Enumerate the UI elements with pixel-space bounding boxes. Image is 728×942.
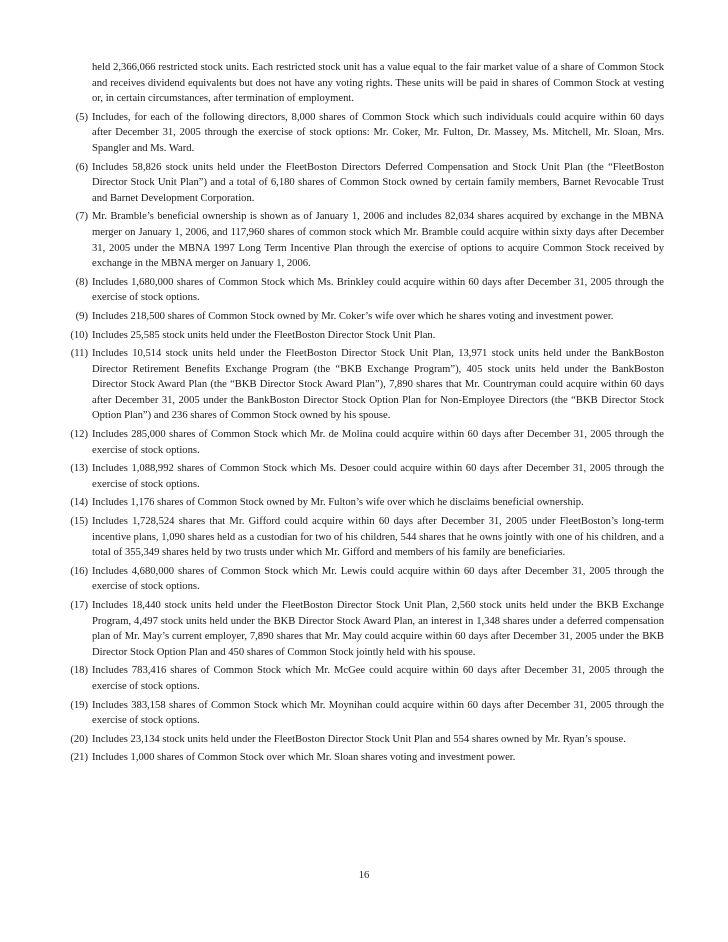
footnote-item [52,346,664,424]
footnote-item [52,514,664,561]
footnotes-page [52,60,664,769]
footnote-text: Includes 10,514 stock units held under the FleetBoston Director Stock Unit Plan, 13,971 stock units held under the BankBoston Director Retirement Benefits Exchange Program (the “BKB Exchange Program”), 405 stock units held under the BankBoston Director Stock Award Plan (the “BKB Director Stock Award Plan”), 7,890 shares that Mr. Countryman could acquire within 60 days after December 31, 2005 under the BankBoston Director Stock Option Plan for Non-Employee Directors (the “BKB Director Stock Option Plan”) and 236 shares of Common Stock owned by his spouse. [92,348,664,422]
footnote-number: (5) [75,111,88,123]
footnote-text: Includes 783,416 shares of Common Stock which Mr. McGee could acquire within 60 days after December 31, 2005 through the exercise of stock options. [92,665,664,692]
footnote-number: (20) [70,733,88,745]
footnote-number: (9) [75,310,88,322]
footnote-text: Includes 18,440 stock units held under the FleetBoston Director Stock Unit Plan, 2,560 stock units held under the BKB Exchange Program, 4,497 stock units held under the BKB Director Stock Award Plan, an interest in 1,348 shares under a deferred compensation plan of Mr. May’s current employer, 7,890 shares that Mr. May could acquire within 60 days after December 31, 2005 under the BKB Director Stock Option Plan and 450 shares of Common Stock jointly held with his spouse. [92,600,664,658]
footnote-number: (7) [75,211,88,223]
page-number: 16 [358,870,370,881]
footnote-item [52,461,664,492]
footnote-item [52,750,664,766]
footnote-item [52,160,664,207]
footnote-number: (6) [75,161,88,173]
footnote-text: Includes 1,728,524 shares that Mr. Gifford could acquire within 60 days after December 31, 2005 under FleetBoston’s long-term incentive plans, 1,090 shares held as a custodian for two of his children, 544 shares that he owns jointly with one of his children, and a total of 355,349 shares held by two trusts under which Mr. Gifford and members of his family are beneficiaries. [92,516,664,559]
footnote-number: (15) [70,516,88,528]
footnote-text: Includes 25,585 stock units held under the FleetBoston Director Stock Unit Plan. [92,329,436,341]
footnote-item [52,495,664,511]
footnote-text: Includes 23,134 stock units held under the FleetBoston Director Stock Unit Plan and 554 shares owned by Mr. Ryan’s spouse. [92,733,626,745]
footnote-text: Includes 1,680,000 shares of Common Stock which Ms. Brinkley could acquire within 60 days after December 31, 2005 through the exercise of stock options. [92,276,664,304]
footnote-item [52,309,664,325]
footnote-number: (19) [70,699,88,711]
footnote-text: Includes 1,176 shares of Common Stock owned by Mr. Fulton’s wife over which he disclaims beneficial ownership. [92,497,584,509]
footnote-text: Includes 383,158 shares of Common Stock which Mr. Moynihan could acquire within 60 days after December 31, 2005 through the exercise of stock options. [92,699,664,727]
footnote-number: (18) [70,665,88,677]
footnote-continuation [52,60,664,107]
footnote-item [52,110,664,157]
footnote-number: (21) [70,752,88,764]
footnote-item [52,209,664,271]
footnote-item [52,698,664,729]
footnote-item [52,598,664,660]
footnote-item [52,732,664,748]
footnote-text: Mr. Bramble’s beneficial ownership is shown as of January 1, 2006 and includes 82,034 shares acquired by exchange in the MBNA merger on January 1, 2006, and 117,960 shares of common stock which Mr. Bramble could acquire within sixty days after December 31, 2005 under the MBNA 1997 Long Term Incentive Plan through the exercise of options to acquire Common Stock received by exchange in the MBNA merger on January 1, 2006. [92,211,664,270]
footnote-text: held 2,366,066 restricted stock units. Each restricted stock unit has a value equal to the fair market value of a share of Common Stock and receives dividend equivalents but does not have any voting rights. These units will be paid in shares of Common Stock at vesting or, in certain circumstances, after termination of employment. [92,62,664,105]
footnote-number: (8) [75,276,88,288]
footnote-text: Includes 1,000 shares of Common Stock over which Mr. Sloan shares voting and investment power. [92,752,516,764]
footnote-item [52,663,664,694]
footnote-text: Includes 1,088,992 shares of Common Stock which Ms. Desoer could acquire within 60 days after December 31, 2005 through the exercise of stock options. [92,463,664,490]
footnote-item [52,328,664,344]
footnote-number: (16) [70,565,88,577]
footnote-text: Includes 4,680,000 shares of Common Stock which Mr. Lewis could acquire within 60 days after December 31, 2005 through the exercise of stock options. [92,565,664,593]
footnote-text: Includes, for each of the following directors, 8,000 shares of Common Stock which such individuals could acquire within 60 days after December 31, 2005 through the exercise of stock options: Mr. Coker, Mr. Fulton, Dr. Massey, Ms. Mitchell, Mr. Sloan, Mrs. Spangler and Ms. Ward. [92,111,664,154]
footnote-number: (14) [70,497,88,509]
footnote-item [52,275,664,306]
footnote-text: Includes 285,000 shares of Common Stock which Mr. de Molina could acquire within 60 days after December 31, 2005 through the exercise of stock options. [92,429,664,456]
footnote-item [52,564,664,595]
footnote-text: Includes 58,826 stock units held under the FleetBoston Directors Deferred Compensation and Stock Unit Plan (the “FleetBoston Director Stock Unit Plan”) and a total of 6,180 shares of Common Stock owned by certain family members, Barnet Revocable Trust and Barnet Development Corporation. [92,161,664,204]
footnote-number: (12) [70,429,88,441]
footnote-number: (10) [70,329,88,341]
footnote-text: Includes 218,500 shares of Common Stock owned by Mr. Coker’s wife over which he shares voting and investment power. [92,310,614,322]
footnote-number: (13) [70,463,88,475]
footnote-number: (17) [70,600,88,611]
footnote-item [52,427,664,458]
footnote-number: (11) [70,348,88,360]
